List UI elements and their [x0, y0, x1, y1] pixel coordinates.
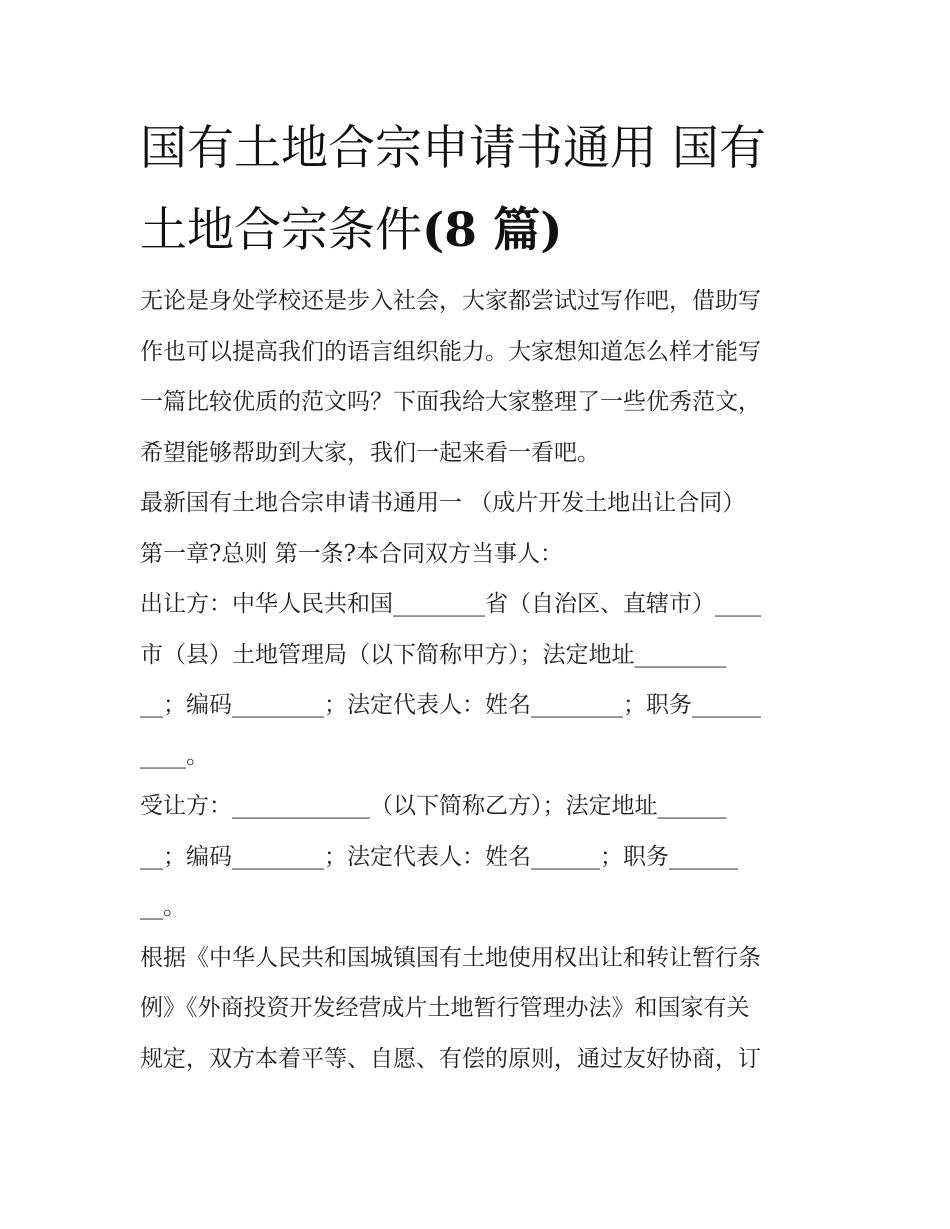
body-line: __；编码________；法定代表人：姓名________；职务______ [140, 692, 761, 718]
body-line: 规定，双方本着平等、自愿、有偿的原则，通过友好协商，订 [140, 1045, 761, 1072]
document-body [140, 276, 815, 1084]
body-line: 市（县）土地管理局（以下简称甲方）；法定地址________ [140, 641, 727, 668]
section-heading-line: 最新国有土地合宗申请书通用一 （成片开发土地出让合同） [140, 490, 746, 516]
body-line: 出让方：中华人民共和国________省（自治区、直辖市）____ [140, 591, 761, 617]
body-line: 作也可以提高我们的语言组织能力。大家想知道怎么样才能写 [140, 338, 761, 365]
body-line: 根据《中华人民共和国城镇国有土地使用权出让和转让暂行条 [140, 944, 761, 971]
document-title [140, 108, 820, 272]
chapter-line: 第一章?总则 第一条?本合同双方当事人： [140, 540, 563, 567]
body-line: 一篇比较优质的范文吗？下面我给大家整理了一些优秀范文， [140, 389, 761, 415]
body-line: 希望能够帮助到大家，我们一起来看一看吧。 [140, 439, 600, 466]
body-line: 无论是身处学校还是步入社会，大家都尝试过写作吧，借助写 [140, 288, 761, 314]
body-line: 例》《外商投资开发经营成片土地暂行管理办法》和国家有关 [140, 995, 750, 1021]
body-line: __。 [140, 894, 186, 920]
title-line-2-prefix: 土地合宗条件 [140, 203, 422, 258]
body-line: 受让方：____________（以下简称乙方）；法定地址______ [140, 793, 727, 819]
body-line: ____。 [140, 742, 209, 769]
body-line: __；编码________；法定代表人：姓名______；职务______ [140, 843, 738, 870]
title-line-1: 国有土地合宗申请书通用 国有 [140, 121, 766, 176]
title-line-2-suffix: (8 篇) [422, 203, 563, 258]
